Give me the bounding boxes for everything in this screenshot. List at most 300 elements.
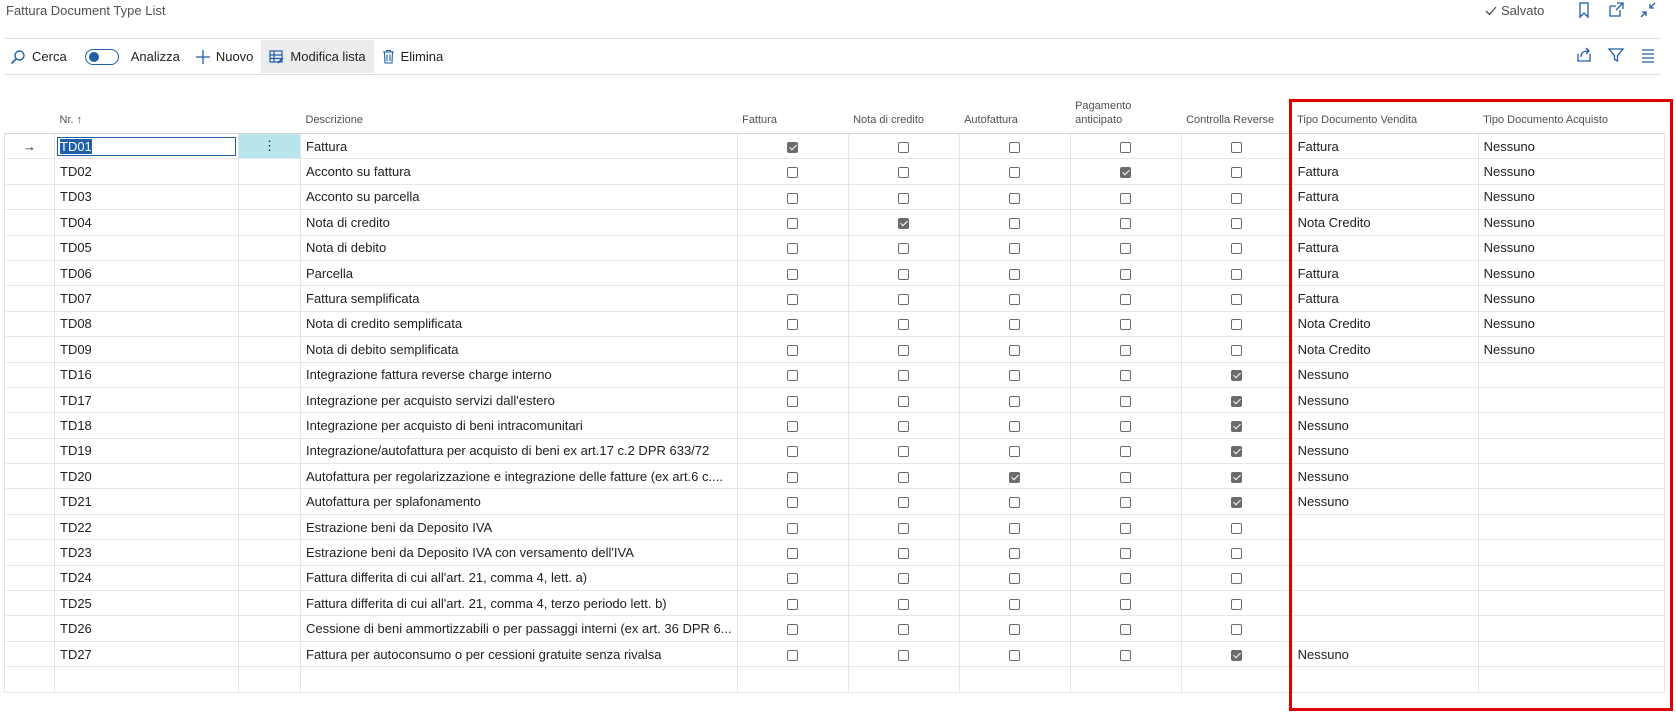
cell-code[interactable]: TD25	[55, 591, 239, 616]
cell-credit-note	[848, 286, 959, 311]
checkbox[interactable]	[898, 573, 909, 584]
checkbox[interactable]	[898, 421, 909, 432]
cell-description[interactable]: Integrazione/autofattura per acquisto di beni ex art.17 c.2 DPR 633/72	[301, 438, 738, 463]
checkbox[interactable]	[787, 167, 798, 178]
cell-code[interactable]: TD09	[55, 337, 239, 362]
column-header-prepayment[interactable]: Pagamento anticipato	[1070, 82, 1181, 134]
cell-code[interactable]: TD20	[55, 464, 239, 489]
checkbox[interactable]	[1231, 421, 1242, 432]
cell-check-reverse	[1181, 540, 1292, 565]
cell-sales-type[interactable]: Nessuno	[1292, 362, 1478, 387]
cell-description[interactable]: Estrazione beni da Deposito IVA	[301, 514, 738, 539]
cell-code[interactable]: TD23	[55, 540, 239, 565]
cell-description[interactable]: Fattura differita di cui all'art. 21, comma 4, lett. a)	[301, 565, 738, 590]
cell-sales-type[interactable]: Fattura	[1292, 235, 1478, 260]
checkbox[interactable]	[787, 319, 798, 330]
cell-description[interactable]: Fattura per autoconsumo o per cessioni gratuite senza rivalsa	[301, 641, 738, 666]
cell-invoice	[737, 159, 848, 184]
delete-label: Elimina	[400, 49, 444, 64]
checkbox[interactable]	[1009, 370, 1020, 381]
cell-invoice	[737, 387, 848, 412]
empty-row[interactable]	[5, 667, 1665, 692]
cell-sales-type[interactable]	[1292, 514, 1478, 539]
checkbox[interactable]	[898, 396, 909, 407]
cell-code[interactable]: TD17	[55, 387, 239, 412]
cell-description[interactable]: Integrazione fattura reverse charge interno	[301, 362, 738, 387]
table-row[interactable]	[5, 362, 1665, 387]
delete-button[interactable]	[374, 40, 452, 73]
checkbox[interactable]	[1231, 650, 1242, 661]
checkbox[interactable]	[1009, 523, 1020, 534]
row-menu-cell	[239, 413, 301, 438]
checkbox[interactable]	[787, 497, 798, 508]
row-indicator-header	[5, 82, 55, 134]
table-row[interactable]	[5, 438, 1665, 463]
cell-description[interactable]: Acconto su parcella	[301, 184, 738, 209]
checkbox[interactable]	[898, 345, 909, 356]
table-row[interactable]	[5, 641, 1665, 666]
checkbox[interactable]	[787, 396, 798, 407]
page-title: Fattura Document Type List	[6, 3, 166, 18]
analyze-toggle[interactable]	[77, 40, 188, 73]
cell-description[interactable]: Integrazione per acquisto di beni intracomunitari	[301, 413, 738, 438]
checkbox[interactable]	[1231, 472, 1242, 483]
checkbox[interactable]	[1231, 319, 1242, 330]
cell-description[interactable]: Nota di debito	[301, 235, 738, 260]
new-button[interactable]	[188, 40, 262, 73]
checkbox[interactable]	[1120, 167, 1131, 178]
cell-code[interactable]: TD24	[55, 565, 239, 590]
cell-sales-type[interactable]	[1292, 616, 1478, 641]
cell-check-reverse	[1181, 413, 1292, 438]
cell-code[interactable]: TD19	[55, 438, 239, 463]
cell-check-reverse	[1181, 286, 1292, 311]
table-row[interactable]	[5, 514, 1665, 539]
checkbox[interactable]	[898, 269, 909, 280]
checkbox[interactable]	[787, 193, 798, 204]
cell-check-reverse	[1181, 641, 1292, 666]
cell-purchase-type[interactable]	[1478, 514, 1664, 539]
analyze-label: Analizza	[130, 49, 180, 64]
row-indicator	[5, 489, 55, 514]
empty-cell	[1478, 667, 1664, 692]
checkbox[interactable]	[1120, 193, 1131, 204]
checkbox[interactable]	[1009, 396, 1020, 407]
filter-icon[interactable]	[1607, 46, 1625, 69]
checkbox[interactable]	[1009, 421, 1020, 432]
row-menu-cell	[239, 489, 301, 514]
checkbox[interactable]	[1120, 650, 1131, 661]
checkbox[interactable]	[787, 294, 798, 305]
cell-code[interactable]: TD01	[55, 134, 239, 159]
checkbox[interactable]	[1009, 446, 1020, 457]
checkbox[interactable]	[898, 167, 909, 178]
cell-code[interactable]: TD16	[55, 362, 239, 387]
table-row[interactable]	[5, 235, 1665, 260]
cell-purchase-type[interactable]: Nessuno	[1478, 134, 1664, 159]
cell-sales-type[interactable]: Fattura	[1292, 286, 1478, 311]
cell-purchase-type[interactable]: Nessuno	[1478, 235, 1664, 260]
cell-prepayment	[1070, 591, 1181, 616]
cell-description[interactable]: Autofattura per regolarizzazione e integrazione delle fatture (ex art.6 c....	[301, 464, 738, 489]
column-header-credit-note[interactable]: Nota di credito	[848, 82, 959, 134]
edit-list-icon	[269, 49, 284, 64]
checkbox[interactable]	[1120, 269, 1131, 280]
cell-invoice	[737, 210, 848, 235]
checkbox[interactable]	[1009, 269, 1020, 280]
cell-credit-note	[848, 362, 959, 387]
checkbox[interactable]	[898, 446, 909, 457]
checkbox[interactable]	[787, 421, 798, 432]
cell-purchase-type[interactable]	[1478, 464, 1664, 489]
edit-list-button[interactable]	[261, 40, 373, 73]
cell-invoice	[737, 464, 848, 489]
cell-description[interactable]: Cessione di beni ammortizzabili o per passaggi interni (ex art. 36 DPR 6...	[301, 616, 738, 641]
checkbox[interactable]	[787, 446, 798, 457]
cell-check-reverse	[1181, 464, 1292, 489]
cell-description[interactable]: Fattura semplificata	[301, 286, 738, 311]
cell-prepayment	[1070, 362, 1181, 387]
checkbox[interactable]	[1009, 472, 1020, 483]
checkbox[interactable]	[1231, 599, 1242, 610]
checkbox[interactable]	[1231, 218, 1242, 229]
cell-description[interactable]: Parcella	[301, 260, 738, 285]
checkbox[interactable]	[787, 370, 798, 381]
cell-description[interactable]: Autofattura per splafonamento	[301, 489, 738, 514]
cell-sales-type[interactable]	[1292, 540, 1478, 565]
cell-sales-type[interactable]: Fattura	[1292, 134, 1478, 159]
checkbox[interactable]	[787, 142, 798, 153]
checkbox[interactable]	[1231, 624, 1242, 635]
checkbox[interactable]	[1009, 345, 1020, 356]
cell-sales-type[interactable]: Nessuno	[1292, 489, 1478, 514]
checkbox[interactable]	[1231, 193, 1242, 204]
cell-sales-type[interactable]: Nessuno	[1292, 387, 1478, 412]
check-icon	[1484, 4, 1498, 18]
checkbox[interactable]	[898, 650, 909, 661]
checkbox[interactable]	[898, 193, 909, 204]
table-row[interactable]	[5, 565, 1665, 590]
table-row[interactable]	[5, 286, 1665, 311]
table-row[interactable]	[5, 489, 1665, 514]
checkbox[interactable]	[1120, 472, 1131, 483]
cell-sales-type[interactable]	[1292, 591, 1478, 616]
checkbox[interactable]	[1009, 243, 1020, 254]
cell-sales-type[interactable]: Nessuno	[1292, 413, 1478, 438]
column-header-code[interactable]: Nr. ↑	[55, 82, 239, 134]
column-header-check-reverse[interactable]: Controlla Reverse	[1181, 82, 1292, 134]
empty-cell	[1070, 667, 1181, 692]
checkbox[interactable]	[1231, 269, 1242, 280]
cell-purchase-type[interactable]	[1478, 565, 1664, 590]
checkbox[interactable]	[898, 243, 909, 254]
checkbox[interactable]	[1120, 370, 1131, 381]
cell-code[interactable]: TD18	[55, 413, 239, 438]
checkbox[interactable]	[1231, 446, 1242, 457]
checkbox[interactable]	[1009, 167, 1020, 178]
row-menu-cell	[239, 591, 301, 616]
cell-prepayment	[1070, 311, 1181, 336]
column-header-description[interactable]: Descrizione	[301, 82, 738, 134]
cell-code[interactable]: TD08	[55, 311, 239, 336]
row-menu-cell	[239, 641, 301, 666]
cell-invoice	[737, 489, 848, 514]
bookmark-icon[interactable]	[1575, 1, 1593, 19]
cell-prepayment	[1070, 565, 1181, 590]
cell-check-reverse	[1181, 387, 1292, 412]
checkbox[interactable]	[1009, 294, 1020, 305]
toggle-switch[interactable]	[85, 49, 119, 65]
cell-sales-type[interactable]: Fattura	[1292, 260, 1478, 285]
cell-purchase-type[interactable]: Nessuno	[1478, 311, 1664, 336]
checkbox[interactable]	[1009, 573, 1020, 584]
cell-invoice	[737, 134, 848, 159]
cell-purchase-type[interactable]	[1478, 641, 1664, 666]
row-menu-cell[interactable]	[239, 134, 301, 159]
cell-code[interactable]: TD03	[55, 184, 239, 209]
checkbox[interactable]	[1009, 548, 1020, 559]
cell-code[interactable]: TD04	[55, 210, 239, 235]
row-indicator	[5, 565, 55, 590]
cell-code[interactable]: TD22	[55, 514, 239, 539]
checkbox[interactable]	[898, 319, 909, 330]
cell-code[interactable]: TD27	[55, 641, 239, 666]
list-icon[interactable]	[1639, 46, 1657, 69]
cell-purchase-type[interactable]: Nessuno	[1478, 210, 1664, 235]
column-header-invoice[interactable]: Fattura	[737, 82, 848, 134]
cell-code[interactable]: TD06	[55, 260, 239, 285]
cell-credit-note	[848, 489, 959, 514]
open-new-window-icon[interactable]	[1607, 1, 1625, 19]
checkbox[interactable]	[787, 624, 798, 635]
cell-sales-type[interactable]: Nota Credito	[1292, 210, 1478, 235]
cell-purchase-type[interactable]: Nessuno	[1478, 159, 1664, 184]
cell-description[interactable]: Nota di credito semplificata	[301, 311, 738, 336]
cell-description[interactable]: Integrazione per acquisto servizi dall'estero	[301, 387, 738, 412]
cell-self-billing	[959, 286, 1070, 311]
checkbox[interactable]	[898, 497, 909, 508]
cell-code[interactable]: TD21	[55, 489, 239, 514]
checkbox[interactable]	[787, 269, 798, 280]
table-row[interactable]	[5, 184, 1665, 209]
checkbox[interactable]	[1231, 370, 1242, 381]
cell-purchase-type[interactable]: Nessuno	[1478, 260, 1664, 285]
table-row[interactable]	[5, 387, 1665, 412]
search-icon	[10, 49, 26, 65]
checkbox[interactable]	[1120, 497, 1131, 508]
checkbox[interactable]	[1231, 573, 1242, 584]
column-header-self-billing[interactable]: Autofattura	[959, 82, 1070, 134]
cell-invoice	[737, 514, 848, 539]
cell-sales-type[interactable]: Fattura	[1292, 184, 1478, 209]
checkbox[interactable]	[1009, 218, 1020, 229]
checkbox[interactable]	[1231, 243, 1242, 254]
cell-sales-type[interactable]: Fattura	[1292, 159, 1478, 184]
cell-purchase-type[interactable]: Nessuno	[1478, 184, 1664, 209]
checkbox[interactable]	[1231, 396, 1242, 407]
cell-self-billing	[959, 514, 1070, 539]
checkbox[interactable]	[787, 218, 798, 229]
cell-sales-type[interactable]: Nessuno	[1292, 641, 1478, 666]
checkbox[interactable]	[898, 370, 909, 381]
checkbox[interactable]	[1231, 345, 1242, 356]
empty-cell	[848, 667, 959, 692]
checkbox[interactable]	[1009, 599, 1020, 610]
cell-credit-note	[848, 260, 959, 285]
checkbox[interactable]	[1120, 624, 1131, 635]
checkbox[interactable]	[787, 523, 798, 534]
checkbox[interactable]	[1009, 142, 1020, 153]
row-menu-cell	[239, 337, 301, 362]
checkbox[interactable]	[1120, 142, 1131, 153]
cell-self-billing	[959, 464, 1070, 489]
cell-self-billing	[959, 616, 1070, 641]
cell-prepayment	[1070, 514, 1181, 539]
cell-check-reverse	[1181, 210, 1292, 235]
empty-cell	[1181, 667, 1292, 692]
checkbox[interactable]	[787, 345, 798, 356]
cell-code[interactable]: TD07	[55, 286, 239, 311]
checkbox[interactable]	[787, 243, 798, 254]
row-menu-cell	[239, 387, 301, 412]
cell-purchase-type[interactable]	[1478, 540, 1664, 565]
checkbox[interactable]	[787, 573, 798, 584]
checkbox[interactable]	[1009, 193, 1020, 204]
cell-sales-type[interactable]: Nessuno	[1292, 464, 1478, 489]
search-button[interactable]	[0, 40, 75, 73]
cell-description[interactable]: Nota di credito	[301, 210, 738, 235]
checkbox[interactable]	[1120, 421, 1131, 432]
row-indicator	[5, 337, 55, 362]
cell-code[interactable]: TD02	[55, 159, 239, 184]
cell-self-billing	[959, 362, 1070, 387]
cell-purchase-type[interactable]: Nessuno	[1478, 286, 1664, 311]
checkbox[interactable]	[1009, 319, 1020, 330]
row-indicator	[5, 134, 55, 159]
table-row[interactable]	[5, 159, 1665, 184]
table-row[interactable]	[5, 413, 1665, 438]
cell-code[interactable]: TD05	[55, 235, 239, 260]
more-vertical-icon[interactable]: ⋮	[263, 138, 276, 154]
cell-description[interactable]: Estrazione beni da Deposito IVA con versamento dell'IVA	[301, 540, 738, 565]
checkbox[interactable]	[1120, 446, 1131, 457]
checkbox[interactable]	[1120, 243, 1131, 254]
cell-purchase-type[interactable]	[1478, 489, 1664, 514]
checkbox[interactable]	[898, 142, 909, 153]
cell-sales-type[interactable]: Nessuno	[1292, 438, 1478, 463]
cell-self-billing	[959, 210, 1070, 235]
row-menu-cell	[239, 514, 301, 539]
checkbox[interactable]	[787, 599, 798, 610]
cell-purchase-type[interactable]	[1478, 438, 1664, 463]
checkbox[interactable]	[1231, 294, 1242, 305]
checkbox[interactable]	[1009, 497, 1020, 508]
checkbox[interactable]	[1231, 523, 1242, 534]
checkbox[interactable]	[787, 650, 798, 661]
cell-code[interactable]: TD26	[55, 616, 239, 641]
cell-check-reverse	[1181, 311, 1292, 336]
table-row[interactable]	[5, 311, 1665, 336]
checkbox[interactable]	[1009, 624, 1020, 635]
table-row[interactable]	[5, 540, 1665, 565]
checkbox[interactable]	[1120, 548, 1131, 559]
cell-invoice	[737, 413, 848, 438]
cell-sales-type[interactable]: Nota Credito	[1292, 311, 1478, 336]
collapse-icon[interactable]	[1639, 1, 1657, 19]
checkbox[interactable]	[1120, 573, 1131, 584]
checkbox[interactable]	[1120, 218, 1131, 229]
checkbox[interactable]	[898, 599, 909, 610]
checkbox[interactable]	[1009, 650, 1020, 661]
cell-description[interactable]: Nota di debito semplificata	[301, 337, 738, 362]
checkbox[interactable]	[898, 523, 909, 534]
column-header-purchase-type[interactable]: Tipo Documento Acquisto	[1478, 82, 1664, 134]
cell-purchase-type[interactable]	[1478, 413, 1664, 438]
checkbox[interactable]	[898, 624, 909, 635]
checkbox[interactable]	[1231, 548, 1242, 559]
cell-purchase-type[interactable]	[1478, 616, 1664, 641]
checkbox[interactable]	[1231, 497, 1242, 508]
row-menu-cell	[239, 260, 301, 285]
cell-description[interactable]: Fattura	[301, 134, 738, 159]
cell-purchase-type[interactable]	[1478, 362, 1664, 387]
checkbox[interactable]	[1231, 142, 1242, 153]
row-indicator	[5, 641, 55, 666]
cell-credit-note	[848, 641, 959, 666]
cell-description[interactable]: Fattura differita di cui all'art. 21, comma 4, terzo periodo lett. b)	[301, 591, 738, 616]
cell-check-reverse	[1181, 134, 1292, 159]
cell-purchase-type[interactable]: Nessuno	[1478, 337, 1664, 362]
checkbox[interactable]	[898, 548, 909, 559]
cell-sales-type[interactable]	[1292, 565, 1478, 590]
checkbox[interactable]	[1231, 167, 1242, 178]
checkbox[interactable]	[1120, 345, 1131, 356]
checkbox[interactable]	[1120, 319, 1131, 330]
checkbox[interactable]	[1120, 396, 1131, 407]
checkbox[interactable]	[1120, 523, 1131, 534]
cell-sales-type[interactable]: Nota Credito	[1292, 337, 1478, 362]
empty-cell	[5, 667, 55, 692]
checkbox[interactable]	[898, 472, 909, 483]
column-header-sales-type[interactable]: Tipo Documento Vendita	[1292, 82, 1478, 134]
cell-description[interactable]: Acconto su fattura	[301, 159, 738, 184]
table-row[interactable]	[5, 616, 1665, 641]
checkbox[interactable]	[1120, 599, 1131, 610]
cell-prepayment	[1070, 616, 1181, 641]
table-row[interactable]	[5, 591, 1665, 616]
cell-self-billing	[959, 413, 1070, 438]
table-row[interactable]	[5, 260, 1665, 285]
checkbox[interactable]	[787, 472, 798, 483]
trash-icon	[382, 49, 395, 64]
checkbox[interactable]	[1120, 294, 1131, 305]
table-row[interactable]	[5, 337, 1665, 362]
cell-credit-note	[848, 591, 959, 616]
cell-purchase-type[interactable]	[1478, 387, 1664, 412]
checkbox[interactable]	[898, 294, 909, 305]
cell-self-billing	[959, 540, 1070, 565]
table-row[interactable]	[5, 210, 1665, 235]
cell-self-billing	[959, 159, 1070, 184]
checkbox[interactable]	[898, 218, 909, 229]
checkbox[interactable]	[787, 548, 798, 559]
table-row[interactable]	[5, 134, 1665, 159]
cell-check-reverse	[1181, 260, 1292, 285]
share-icon[interactable]	[1575, 46, 1593, 69]
cell-invoice	[737, 362, 848, 387]
cell-purchase-type[interactable]	[1478, 591, 1664, 616]
table-row[interactable]	[5, 464, 1665, 489]
